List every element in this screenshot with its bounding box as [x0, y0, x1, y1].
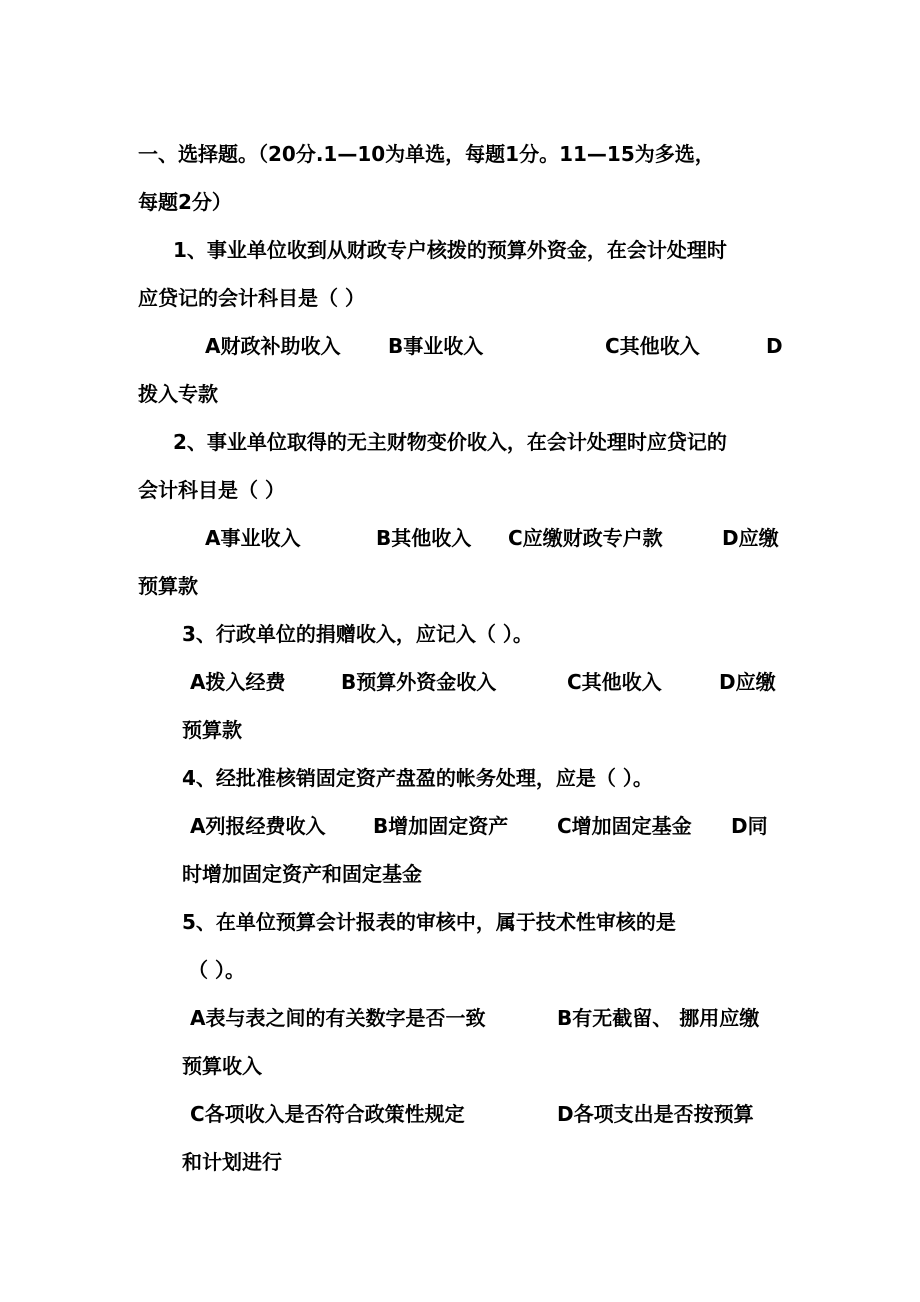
- question-5-option-b-wrap: 预算收入: [182, 1054, 262, 1078]
- question-4-option-a: A列报经费收入: [190, 814, 326, 838]
- question-1-option-d: D: [766, 334, 783, 358]
- question-1-option-a: A财政补助收入: [205, 334, 341, 358]
- question-5-option-d: D各项支出是否按预算: [557, 1102, 754, 1126]
- question-3-option-d-wrap: 预算款: [182, 718, 242, 742]
- question-4-line1: 4、经批准核销固定资产盘盈的帐务处理，应是（ ）。: [182, 766, 653, 790]
- question-2-line2: 会计科目是（ ）: [138, 478, 285, 502]
- question-1-line1: 1、事业单位收到从财政专户核拨的预算外资金，在会计处理时: [173, 238, 727, 262]
- question-5-line2: （ ）。: [188, 958, 245, 982]
- question-1-option-b: B事业收入: [388, 334, 484, 358]
- section-heading-line2: 每题2分）: [138, 190, 232, 214]
- question-1-option-d-wrap: 拨入专款: [138, 382, 218, 406]
- question-4-option-b: B增加固定资产: [373, 814, 509, 838]
- question-5-option-c: C各项收入是否符合政策性规定: [190, 1102, 465, 1126]
- question-5-option-a: A表与表之间的有关数字是否一致: [190, 1006, 486, 1030]
- question-1-option-c: C其他收入: [605, 334, 700, 358]
- question-2-option-a: A事业收入: [205, 526, 301, 550]
- question-5-option-d-wrap: 和计划进行: [182, 1150, 282, 1174]
- question-4-option-d-wrap: 时增加固定资产和固定基金: [182, 862, 422, 886]
- question-3-option-b: B预算外资金收入: [341, 670, 497, 694]
- question-5-option-b: B有无截留、 挪用应缴: [557, 1006, 760, 1030]
- question-3-line1: 3、行政单位的捐赠收入，应记入（ ）。: [182, 622, 533, 646]
- question-2-option-d-wrap: 预算款: [138, 574, 198, 598]
- question-3-option-a: A拨入经费: [190, 670, 286, 694]
- question-2-line1: 2、事业单位取得的无主财物变价收入，在会计处理时应贷记的: [173, 430, 727, 454]
- question-2-option-d: D应缴: [722, 526, 779, 550]
- question-4-option-d: D同: [731, 814, 768, 838]
- question-2-option-c: C应缴财政专户款: [508, 526, 663, 550]
- section-heading-line1: 一、选择题。（20分.1—10为单选，每题1分。11—15为多选，: [138, 142, 715, 166]
- question-5-line1: 5、在单位预算会计报表的审核中，属于技术性审核的是: [182, 910, 676, 934]
- question-3-option-c: C其他收入: [567, 670, 662, 694]
- question-4-option-c: C增加固定基金: [557, 814, 692, 838]
- question-2-option-b: B其他收入: [376, 526, 472, 550]
- question-1-line2: 应贷记的会计科目是（ ）: [138, 286, 365, 310]
- question-3-option-d: D应缴: [719, 670, 776, 694]
